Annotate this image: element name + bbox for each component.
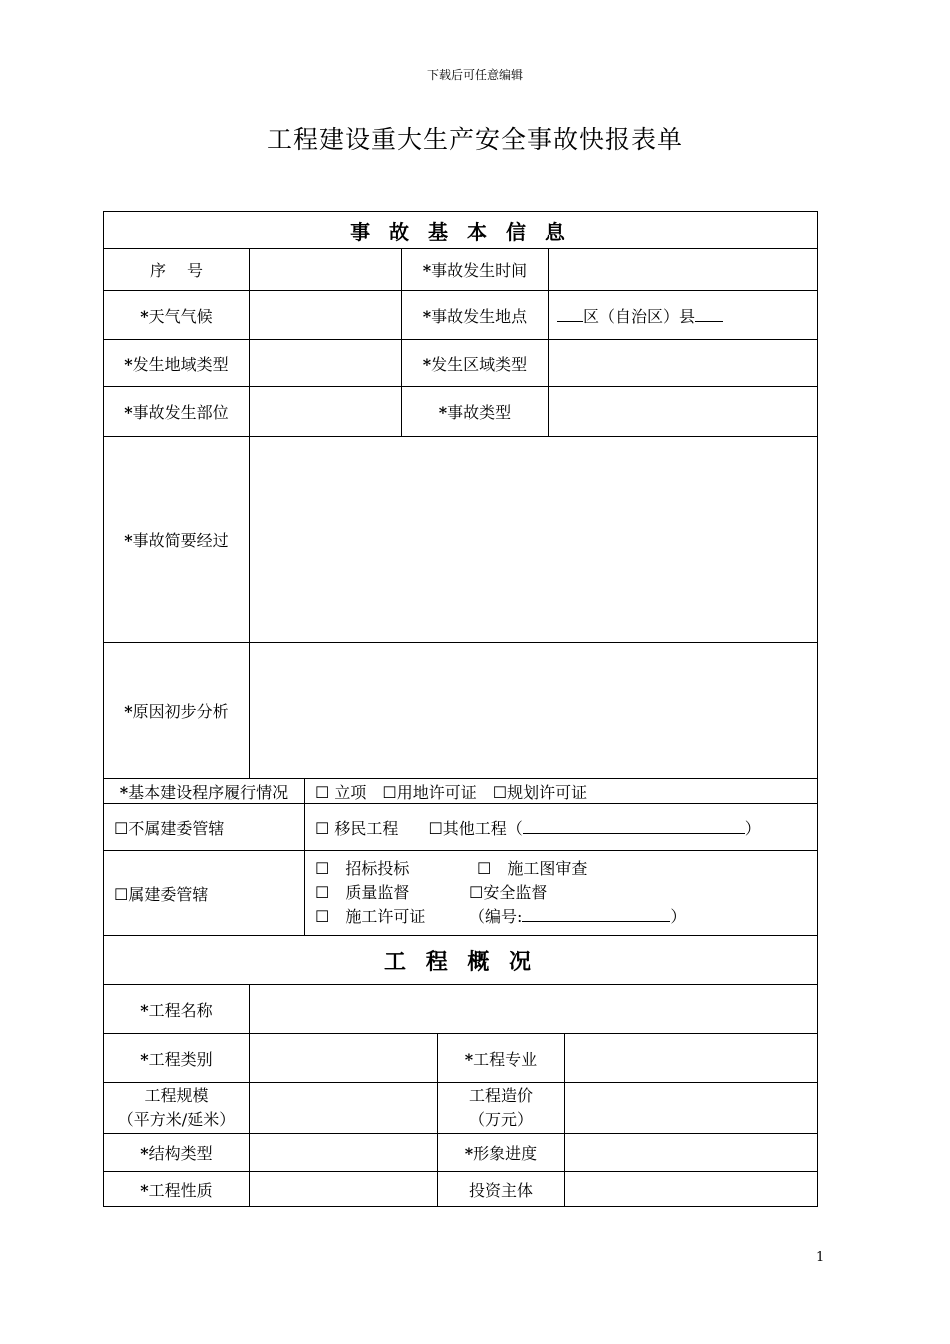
category-label: 工程类别 (148, 1049, 213, 1069)
non-commission-options (305, 804, 818, 851)
blank-line (695, 307, 723, 322)
project-name-value[interactable] (250, 985, 818, 1034)
progress-label-cell (438, 1134, 565, 1172)
required-mark: * (464, 1049, 474, 1069)
required-mark: * (140, 1000, 149, 1020)
cause-label: 原因初步分析 (132, 702, 229, 721)
category-value[interactable] (250, 1034, 438, 1083)
serial-label: 序 号 (104, 249, 250, 291)
project-overview-table (103, 935, 818, 1207)
specialty-label: 工程专业 (473, 1049, 538, 1069)
nature-value[interactable] (250, 1172, 438, 1207)
close-paren: ） (744, 818, 761, 838)
other-project-checkbox[interactable]: ☐其他工程（ (428, 818, 523, 838)
required-mark: * (422, 354, 432, 374)
area-value[interactable] (549, 340, 818, 387)
required-mark: * (140, 1180, 149, 1200)
close-paren: ） (670, 907, 687, 926)
area-label-cell (402, 340, 549, 387)
weather-value[interactable] (250, 291, 402, 340)
required-mark: * (438, 403, 448, 422)
page-number: 1 (816, 1250, 825, 1265)
area-label: 发生区域类型 (431, 354, 528, 374)
cost-value[interactable] (565, 1083, 818, 1134)
required-mark: * (124, 354, 133, 374)
safety-supervision-checkbox[interactable]: ☐安全监督 (469, 883, 548, 902)
cause-value[interactable] (250, 643, 818, 779)
place-label-cell (402, 291, 549, 340)
progress-label: 形象进度 (473, 1144, 538, 1163)
scale-value[interactable] (250, 1083, 438, 1134)
construction-permit-checkbox[interactable]: ☐ 施工许可证 (315, 907, 426, 926)
accident-info-table (103, 211, 818, 936)
structure-label-cell (104, 1134, 250, 1172)
terrain-label: 发生地域类型 (132, 354, 229, 374)
time-label-cell (402, 249, 549, 291)
required-mark: * (140, 1144, 149, 1163)
nature-label-cell (104, 1172, 250, 1207)
structure-value[interactable] (250, 1134, 438, 1172)
part-label-cell (104, 387, 250, 437)
category-label-cell (104, 1034, 250, 1083)
scale-unit: （平方米/延米） (117, 1110, 236, 1129)
required-mark: * (140, 306, 149, 326)
non-commission-checkbox[interactable]: ☐不属建委管辖 (104, 804, 305, 851)
drawing-review-checkbox[interactable]: ☐ 施工图审查 (477, 859, 588, 878)
cost-label-cell (438, 1083, 565, 1134)
section-heading-project: 工 程 概 况 (104, 936, 818, 985)
blank-line (557, 307, 583, 322)
place-value[interactable] (549, 291, 818, 340)
terrain-label-cell (104, 340, 250, 387)
bidding-checkbox[interactable]: ☐ 招标投标 (315, 859, 410, 878)
nature-label: 工程性质 (148, 1180, 213, 1200)
page-title: 工程建设重大生产安全事故快报表单 (266, 125, 683, 154)
weather-label-cell (104, 291, 250, 340)
quality-supervision-checkbox[interactable]: ☐ 质量监督 (315, 883, 410, 902)
required-mark: * (422, 306, 432, 326)
required-mark: * (422, 261, 432, 280)
procedure-options[interactable]: ☐ 立项 ☐用地许可证 ☐规划许可证 (305, 779, 818, 804)
project-name-label: 工程名称 (148, 1000, 213, 1020)
required-mark: * (124, 531, 133, 550)
time-value[interactable] (549, 249, 818, 291)
structure-label: 结构类型 (148, 1144, 213, 1163)
weather-label: 天气气候 (148, 306, 213, 326)
required-mark: * (124, 702, 133, 721)
place-middle-text: 区（自治区）县 (583, 306, 696, 326)
part-label: 事故发生部位 (132, 403, 229, 422)
required-mark: * (119, 782, 129, 802)
permit-number-label: （编号 (469, 907, 518, 926)
resettlement-checkbox[interactable]: ☐ 移民工程 (315, 818, 399, 838)
time-label: 事故发生时间 (431, 261, 528, 280)
commission-checkbox[interactable]: ☐属建委管辖 (104, 851, 305, 936)
type-value[interactable] (549, 387, 818, 437)
summary-value[interactable] (250, 437, 818, 643)
cost-unit: （万元） (468, 1110, 533, 1129)
required-mark: * (464, 1144, 474, 1163)
type-label-cell (402, 387, 549, 437)
page-header: 下载后可任意编辑 (426, 68, 523, 82)
specialty-label-cell (438, 1034, 565, 1083)
section-heading-accident: 事 故 基 本 信 息 (104, 212, 818, 249)
part-value[interactable] (250, 387, 402, 437)
investor-label: 投资主体 (438, 1172, 565, 1207)
required-mark: * (124, 403, 133, 422)
cause-label-cell (104, 643, 250, 779)
procedure-label: 基本建设程序履行情况 (128, 782, 289, 802)
terrain-value[interactable] (250, 340, 402, 387)
investor-value[interactable] (565, 1172, 818, 1207)
permit-number-input[interactable] (522, 907, 670, 922)
type-label: 事故类型 (447, 403, 512, 422)
required-mark: * (140, 1049, 149, 1069)
scale-label-cell (104, 1083, 250, 1134)
procedure-label-cell (104, 779, 305, 804)
cost-label: 工程造价 (468, 1086, 533, 1105)
scale-label: 工程规模 (144, 1086, 209, 1105)
place-label: 事故发生地点 (431, 306, 528, 326)
project-name-label-cell (104, 985, 250, 1034)
summary-label-cell (104, 437, 250, 643)
serial-value[interactable] (250, 249, 402, 291)
summary-label: 事故简要经过 (132, 531, 229, 550)
commission-options: ☐ 招标投标 ☐ 施工图审查 ☐ 质量监督 ☐安全监督 ☐ 施工许可证 （编号: ） (305, 851, 818, 936)
specialty-value[interactable] (565, 1034, 818, 1083)
progress-value[interactable] (565, 1134, 818, 1172)
other-project-input[interactable] (523, 819, 745, 834)
